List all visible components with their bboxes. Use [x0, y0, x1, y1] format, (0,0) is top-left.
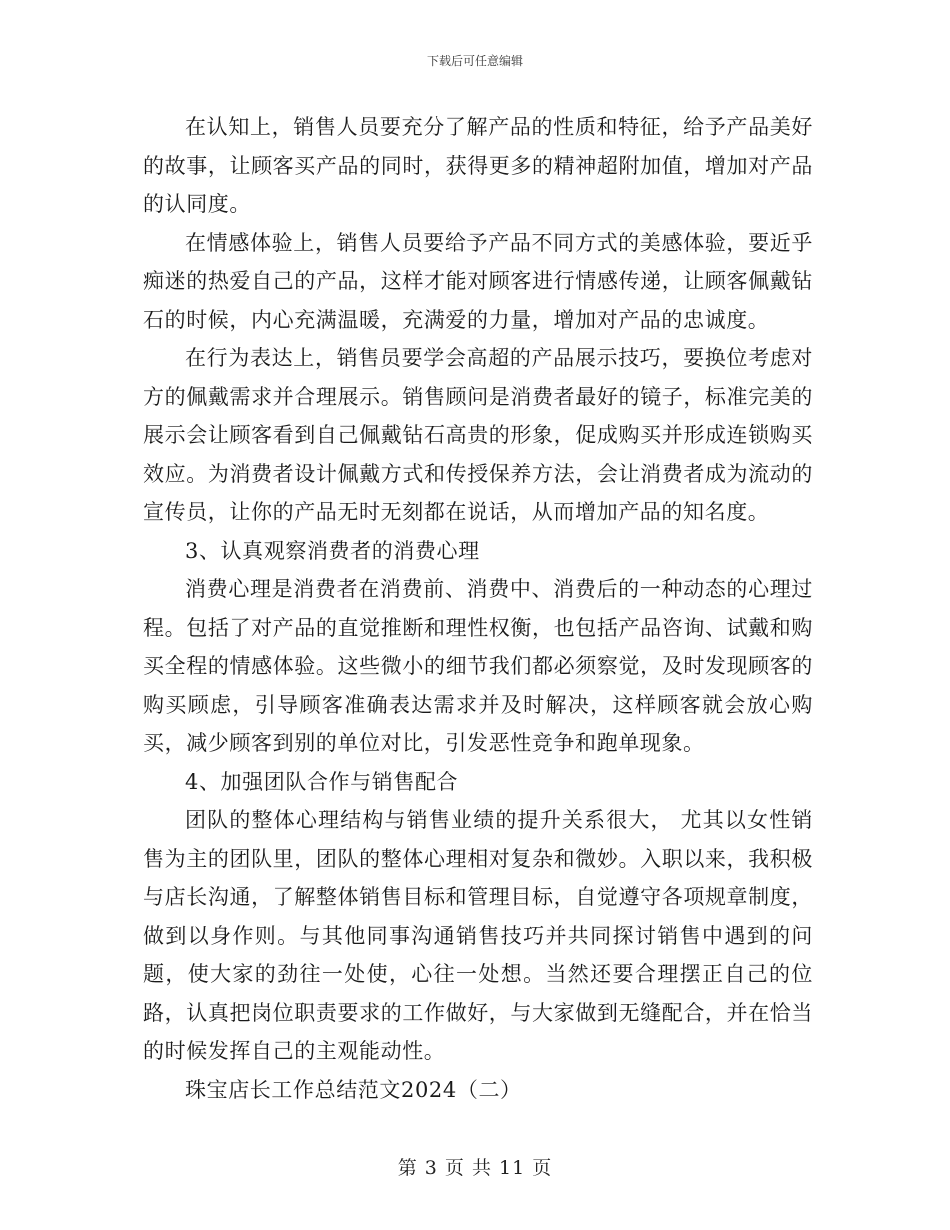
page-footer: 第 3 页 共 11 页 — [397, 1157, 553, 1179]
paragraph-teamwork: 团队的整体心理结构与销售业绩的提升关系很大， 尤其以女性销售为主的团队里，团队的整体心理相对复杂和微妙。入职以来，我积极与店长沟通，了解整体销售目标和管理目标，自觉遵守各项规章制度，做到以身作则。与其他同事沟通销售技巧并共同探讨销售中遇到的问题，使大家的劲往一处使，心往一处想。当然还要合理摆正自己的位路，认真把岗位职责要求的工作做好，与大家做到无缝配合，并在恰当的时候发挥自己的主观能动性。 — [143, 808, 813, 1063]
document-section-title: 珠宝店长工作总结范文2024（二） — [185, 1077, 522, 1102]
section-heading-3: 3、认真观察消费者的消费心理 — [185, 538, 480, 563]
page-header: 下载后可任意编辑 — [426, 54, 523, 68]
paragraph-cognition: 在认知上，销售人员要充分了解产品的性质和特征，给予产品美好的故事，让顾客买产品的同时，获得更多的精神超附加值，增加对产品的认同度。 — [143, 115, 813, 216]
paragraph-emotion: 在情感体验上，销售人员要给予产品不同方式的美感体验，要近乎痴迷的热爱自己的产品，这样才能对顾客进行情感传递，让顾客佩戴钻石的时候，内心充满温暖，充满爱的力量，增加对产品的忠诚度。 — [143, 230, 813, 332]
paragraph-behavior: 在行为表达上，销售员要学会高超的产品展示技巧，要换位考虑对方的佩戴需求并合理展示。销售顾问是消费者最好的镜子，标准完美的展示会让顾客看到自己佩戴钻石高贵的形象，促成购买并形成连锁购买效应。为消费者设计佩戴方式和传授保养方法，会让消费者成为流动的宣传员，让你的产品无时无刻都在说话，从而增加产品的知名度。 — [143, 346, 813, 524]
paragraph-consumer-psychology: 消费心理是消费者在消费前、消费中、消费后的一种动态的心理过程。包括了对产品的直觉推断和理性权衡，也包括产品咨询、试戴和购买全程的情感体验。这些微小的细节我们都必须察觉，及时发现顾客的购买顾虑，引导顾客准确表达需求并及时解决，这样顾客就会放心购买，减少顾客到别的单位对比，引发恶性竞争和跑单现象。 — [143, 577, 813, 755]
section-heading-4: 4、加强团队合作与销售配合 — [185, 769, 459, 794]
document-body — [143, 108, 813, 1109]
